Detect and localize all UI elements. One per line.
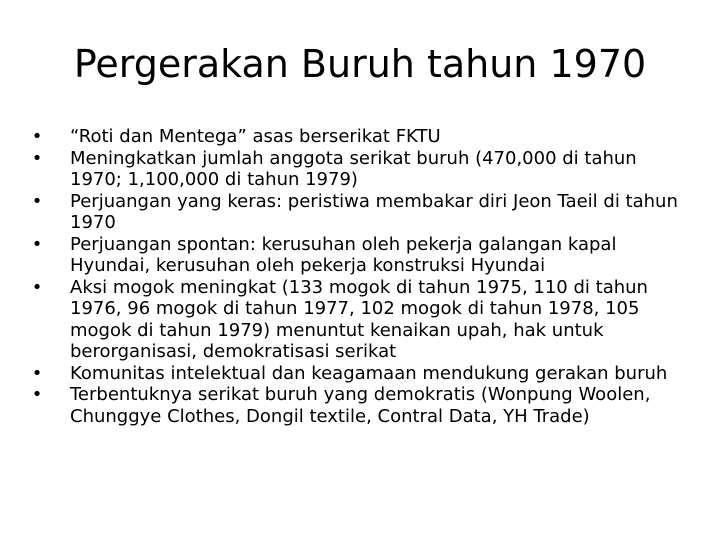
bullet-item [30, 363, 690, 385]
bullet-dot-icon: • [31, 276, 43, 298]
bullet-text: Aksi mogok meningkat (133 mogok di tahun 1975, 110 di tahun 1976, 96 mogok di tahun 1977, 102 mogok di tahun 1978, 105 mogok di tahun 1979) menuntut kenaikan upah, hak untuk berorganisasi, demokratisasi serikat [70, 276, 648, 362]
bullet-text: Meningkatkan jumlah anggota serikat buruh (470,000 di tahun 1970; 1,100,000 di tahun 1979) [70, 147, 637, 190]
bullet-text: “Roti dan Mentega” asas berserikat FKTU [70, 126, 441, 147]
bullet-dot-icon: • [31, 126, 43, 147]
bullet-list [30, 126, 690, 427]
slide-title: Pergerakan Buruh tahun 1970 [73, 42, 647, 86]
bullet-text: Perjuangan yang keras: peristiwa membakar diri Jeon Taeil di tahun 1970 [70, 190, 678, 233]
bullet-dot-icon: • [31, 190, 43, 212]
bullet-item [30, 277, 690, 363]
bullet-item [30, 234, 690, 277]
bullet-dot-icon: • [31, 384, 43, 405]
bullet-item [30, 191, 690, 234]
bullet-item [30, 126, 690, 148]
bullet-item [30, 384, 690, 427]
bullet-item [30, 148, 690, 191]
bullet-text: Komunitas intelektual dan keagamaan mendukung gerakan buruh [70, 362, 668, 384]
bullet-dot-icon: • [31, 362, 43, 384]
bullet-dot-icon: • [31, 147, 43, 169]
bullet-dot-icon: • [31, 233, 43, 255]
bullet-text: Terbentuknya serikat buruh yang demokratis (Wonpung Woolen, Chunggye Clothes, Dongil textile, Contral Data, YH Trade) [70, 384, 651, 427]
bullet-text: Perjuangan spontan: kerusuhan oleh pekerja galangan kapal Hyundai, kerusuhan oleh pekerja konstruksi Hyundai [70, 233, 617, 276]
